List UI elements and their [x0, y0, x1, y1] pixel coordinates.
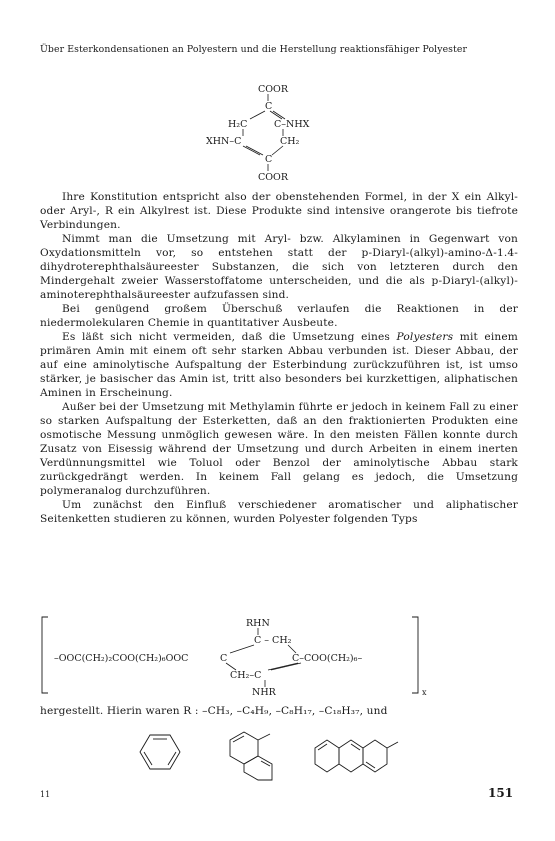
structural-formula-dihydroterephthalate	[170, 82, 370, 190]
formula-nhr: NHR	[252, 687, 276, 697]
formula-rhn: RHN	[246, 618, 270, 629]
anthracene-ring-icon	[315, 740, 398, 772]
paragraph-6: Um zunächst den Einfluß verschiedener aromatischer und aliphatischer Seitenketten studieren zu können, wurden Polyester folgenden Typs	[40, 499, 518, 525]
formula-c-left: C	[220, 653, 228, 664]
aromatic-ring-structures	[120, 722, 420, 782]
formula-h2c: H₂C	[228, 119, 248, 130]
formula-c-bottom: C	[265, 154, 273, 165]
formula-c-nhx: C–NHX	[274, 119, 310, 130]
formula-subscript-x: x	[422, 688, 427, 697]
formula-bonds	[243, 94, 285, 171]
signature-mark: 11	[40, 790, 51, 799]
benzene-ring-icon	[140, 735, 180, 769]
paragraph-3: Bei genügend großem Überschuß verlaufen die Reaktionen in der niedermolekularen Chemie in quantitativer Ausbeute.	[40, 303, 518, 329]
formula-ch2-c: CH₂–C	[230, 670, 262, 681]
formula-xhn-c: XHN–C	[206, 136, 242, 147]
running-head: Über Esterkondensationen an Polyestern und die Herstellung reaktionsfähiger Polyester	[40, 44, 468, 55]
formula-c-top: C	[265, 101, 273, 112]
paragraph-4: Es läßt sich nicht vermeiden, daß die Umsetzung eines Polyesters mit einem primären Amin mit einem oft sehr starken Abbau verbunden ist. Dieser Abbau, der auf eine aminolytische Aufspaltung der Esterbindung zurückzuführen ist, ist umso stärker, je basischer das Amin ist, tritt also besonders bei kurzkettigen, aliphatischen Aminen in Erscheinung.	[40, 331, 518, 399]
substituent-line: hergestellt. Hierin waren R : –CH₃, –C₄H₉, –C₈H₁₇, –C₁₈H₃₇, und	[40, 705, 388, 717]
formula-c-right: C–COO(CH₂)₆–	[292, 653, 363, 664]
naphthalene-ring-icon	[230, 732, 272, 780]
formula-ch2: CH₂	[280, 136, 300, 147]
paragraph-1: Ihre Konstitution entspricht also der obenstehenden Formel, in der X ein Alkyl- oder Aryl-, R ein Alkylrest ist. Diese Produkte sind intensive orangerote bis tiefrote Verbindungen.	[40, 191, 518, 231]
paragraph-2: Nimmt man die Umsetzung mit Aryl- bzw. Alkylaminen in Gegenwart von Oxydationsmitteln vor, so entstehen statt der p-Diaryl-(alkyl)-amino-Δ-1.4-dihydroterephthalsäureester Substanzen, die sich von letzteren durch den Mindergehalt zweier Wasserstoffatome unterscheiden, und die als p-Diaryl-(alkyl)-aminoterephthalsäureester aufzufassen sind.	[40, 233, 518, 301]
structural-formula-polyester	[40, 615, 520, 697]
paragraph-5: Außer bei der Umsetzung mit Methylamin führte er jedoch in keinem Fall zu einer so starken Aufspaltung der Esterketten, daß an den fraktionierten Produkten eine osmotische Messung unmöglich gewesen wäre. In den meisten Fällen konnte durch Zusatz von Eisessig während der Umsetzung und durch Arbeiten in einem inerten Verdünnungsmittel wie Toluol oder Benzol der aminolytische Abbau stark zurückgedrängt werden. In keinem Fall gelang es jedoch, die Umsetzung polymeranalog durchzuführen.	[40, 401, 518, 497]
page-number: 151	[488, 786, 514, 800]
body-text	[40, 190, 518, 526]
formula-left-chain: –OOC(CH₂)₂COO(CH₂)₆OOC	[54, 653, 189, 664]
formula-cooh-bottom: COOR	[258, 172, 288, 183]
formula-cooh-top: COOR	[258, 84, 288, 95]
emphasis-polyesters: Polyesters	[396, 331, 454, 343]
formula-c-ch2: C – CH₂	[254, 635, 292, 646]
